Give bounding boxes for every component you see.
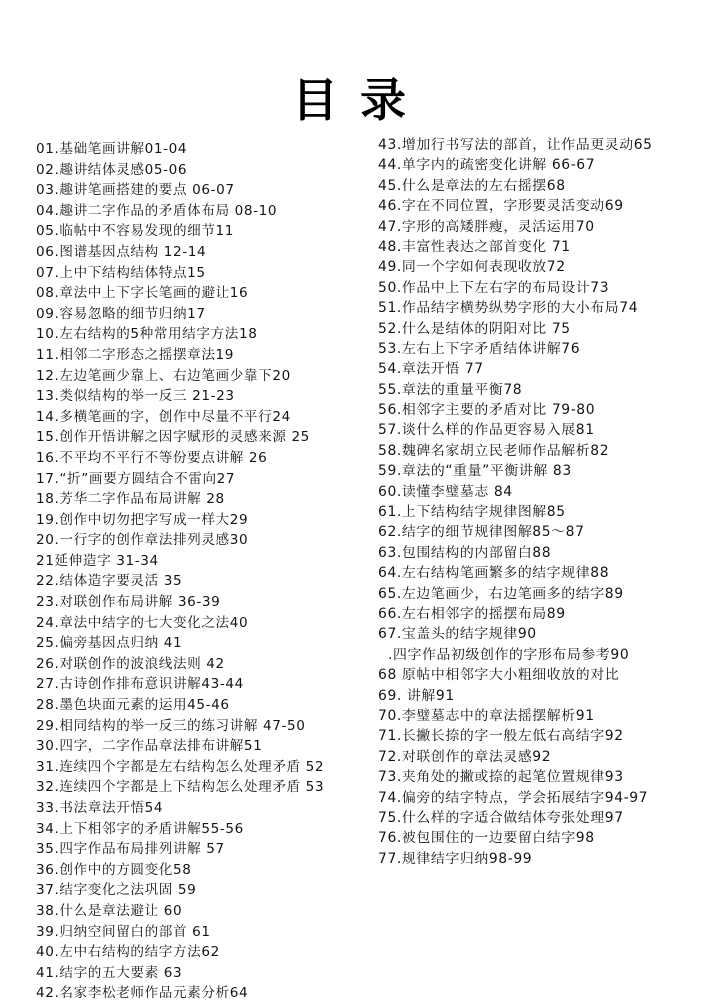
toc-entry: 25.偏旁基因点归纳 41 bbox=[36, 635, 183, 652]
toc-entry: 68 原帖中相邻字大小粗细收放的对比 bbox=[378, 667, 620, 684]
toc-entry: 56.相邻字主要的矛盾对比 79-80 bbox=[378, 402, 596, 419]
toc-entry: 66.左右相邻字的摇摆布局89 bbox=[378, 605, 566, 622]
toc-entry: 57.谈什么样的作品更容易入展81 bbox=[378, 422, 595, 439]
toc-entry: 24.章法中结字的七大变化之法40 bbox=[36, 614, 249, 631]
toc-entry: 67.宝盖头的结字规律90 bbox=[378, 626, 537, 643]
toc-entry: 46.字在不同位置，字形要灵活变动69 bbox=[378, 198, 624, 215]
toc-entry: 41.结字的五大要素 63 bbox=[36, 964, 183, 981]
toc-entry: 73.夹角处的撇或捺的起笔位置规律93 bbox=[378, 769, 624, 786]
toc-entry: 12.左边笔画少靠上、右边笔画少靠下20 bbox=[36, 367, 291, 384]
toc-entry: 23.对联创作布局讲解 36-39 bbox=[36, 594, 221, 611]
toc-entry: 11.相邻二字形态之摇摆章法19 bbox=[36, 346, 235, 363]
toc-entry: 65.左边笔画少，右边笔画多的结字89 bbox=[378, 585, 624, 602]
toc-entry: 76.被包围住的一边要留白结字98 bbox=[378, 830, 595, 847]
toc-entry: 32.连续四个字都是上下结构怎么处理矛盾 53 bbox=[36, 779, 325, 796]
toc-entry: 17.“折”画要方圆结合不雷向27 bbox=[36, 470, 236, 487]
toc-entry: 22.结体造字要灵活 35 bbox=[36, 573, 183, 590]
toc-entry: 70.李璧墓志中的章法摇摆解析91 bbox=[378, 707, 595, 724]
toc-entry: 42.名家李松老师作品元素分析64 bbox=[36, 985, 249, 1002]
toc-entry: 13.类似结构的举一反三 21-23 bbox=[36, 388, 235, 405]
toc-entry: 31.连续四个字都是左右结构怎么处理矛盾 52 bbox=[36, 758, 325, 775]
toc-entry: 49.同一个字如何表现收放72 bbox=[378, 259, 566, 276]
toc-entry: 20.一行字的创作章法排列灵感30 bbox=[36, 532, 249, 549]
toc-entry: 08.章法中上下字长笔画的避让16 bbox=[36, 285, 249, 302]
toc-entry: 37.结字变化之法巩固 59 bbox=[36, 882, 197, 899]
toc-entry: 10.左右结构的5种常用结字方法18 bbox=[36, 326, 258, 343]
toc-entry: 48.丰富性表达之部首变化 71 bbox=[378, 238, 571, 255]
toc-entry: 34.上下相邻字的矛盾讲解55-56 bbox=[36, 820, 244, 837]
toc-entry: 64.左右结构笔画繁多的结字规律88 bbox=[378, 565, 610, 582]
toc-entry: 54.章法开悟 77 bbox=[378, 361, 484, 378]
toc-entry: 30.四字，二字作品章法排布讲解51 bbox=[36, 738, 263, 755]
toc-entry: 02.趣讲结体灵感05-06 bbox=[36, 161, 188, 178]
toc-entry: 27.古诗创作排布意识讲解43-44 bbox=[36, 676, 244, 693]
toc-entry: 44.单字内的疏密变化讲解 66-67 bbox=[378, 157, 596, 174]
toc-right-column bbox=[378, 135, 716, 869]
toc-entry: 29.相同结构的举一反三的练习讲解 47-50 bbox=[36, 717, 306, 734]
toc-entry: 15.创作开悟讲解之因字赋形的灵感来源 25 bbox=[36, 429, 310, 446]
toc-entry: 50.作品中上下左右字的布局设计73 bbox=[378, 279, 610, 296]
toc-entry: 52.什么是结体的阴阳对比 75 bbox=[378, 320, 571, 337]
toc-entry: 04.趣讲二字作品的矛盾体布局 08-10 bbox=[36, 202, 278, 219]
toc-entry: 69. 讲解91 bbox=[378, 687, 455, 704]
toc-entry: 03.趣讲笔画搭建的要点 06-07 bbox=[36, 182, 235, 199]
toc-entry: 40.左中右结构的结字方法62 bbox=[36, 944, 220, 961]
toc-entry: 06.图谱基因点结构 12-14 bbox=[36, 243, 207, 260]
toc-entry: 16.不平均不平行不等份要点讲解 26 bbox=[36, 449, 268, 466]
toc-entry: 60.读懂李璧墓志 84 bbox=[378, 483, 513, 500]
toc-entry: 55.章法的重量平衡78 bbox=[378, 381, 523, 398]
toc-entry: 39.归纳空间留白的部首 61 bbox=[36, 923, 211, 940]
toc-entry: 01.基础笔画讲解01-04 bbox=[36, 141, 188, 157]
toc-entry: 09.容易忽略的细节归纳17 bbox=[36, 305, 206, 322]
toc-entry: 45.什么是章法的左右摇摆68 bbox=[378, 177, 566, 194]
toc-entry: 18.芳华二字作品布局讲解 28 bbox=[36, 491, 225, 508]
toc-entry: 14.多横笔画的字，创作中尽量不平行24 bbox=[36, 408, 291, 425]
toc-entry: 62.结字的细节规律图解85～87 bbox=[378, 524, 585, 541]
toc-entry: 58.魏碑名家胡立民老师作品解析82 bbox=[378, 442, 610, 459]
page-title: 目录 bbox=[292, 73, 428, 127]
toc-entry: 38.什么是章法避让 60 bbox=[36, 902, 183, 919]
toc-entry: 21延伸造字 31-34 bbox=[36, 552, 159, 569]
toc-entry: 05.临帖中不容易发现的细节11 bbox=[36, 223, 235, 240]
toc-entry: 77.规律结字归纳98-99 bbox=[378, 850, 533, 867]
toc-left-column bbox=[36, 139, 380, 1004]
toc-entry: 07.上中下结构结体特点15 bbox=[36, 264, 206, 281]
toc-entry: 51.作品结字横势纵势字形的大小布局74 bbox=[378, 300, 639, 317]
toc-entry: 63.包围结构的内部留白88 bbox=[378, 544, 552, 561]
toc-entry: 35.四字作品布局排列讲解 57 bbox=[36, 841, 225, 858]
toc-entry: 59.章法的“重量”平衡讲解 83 bbox=[378, 463, 572, 480]
toc-entry: 28.墨色块面元素的运用45-46 bbox=[36, 697, 230, 714]
toc-entry: 75.什么样的字适合做结体夸张处理97 bbox=[378, 809, 624, 826]
toc-entry: 36.创作中的方圆变化58 bbox=[36, 861, 192, 878]
toc-entry: 74.偏旁的结字特点，学会拓展结字94-97 bbox=[378, 789, 649, 806]
toc-entry: 33.书法章法开悟54 bbox=[36, 800, 164, 816]
toc-entry: 61.上下结构结字规律图解85 bbox=[378, 504, 566, 521]
toc-entry: 72.对联创作的章法灵感92 bbox=[378, 748, 552, 765]
toc-entry: 19.创作中切勿把字写成一样大29 bbox=[36, 511, 249, 528]
toc-entry: 43.增加行书写法的部首，让作品更灵动65 bbox=[378, 137, 653, 153]
toc-entry: 71.长撇长捺的字一般左低右高结字92 bbox=[378, 728, 624, 745]
toc-entry: 26.对联创作的波浪线法则 42 bbox=[36, 655, 225, 672]
toc-entry: 47.字形的高矮胖瘦，灵活运用70 bbox=[378, 218, 595, 235]
toc-entry: 53.左右上下字矛盾结体讲解76 bbox=[378, 340, 581, 357]
toc-entry: .四字作品初级创作的字形布局参考90 bbox=[388, 646, 630, 663]
